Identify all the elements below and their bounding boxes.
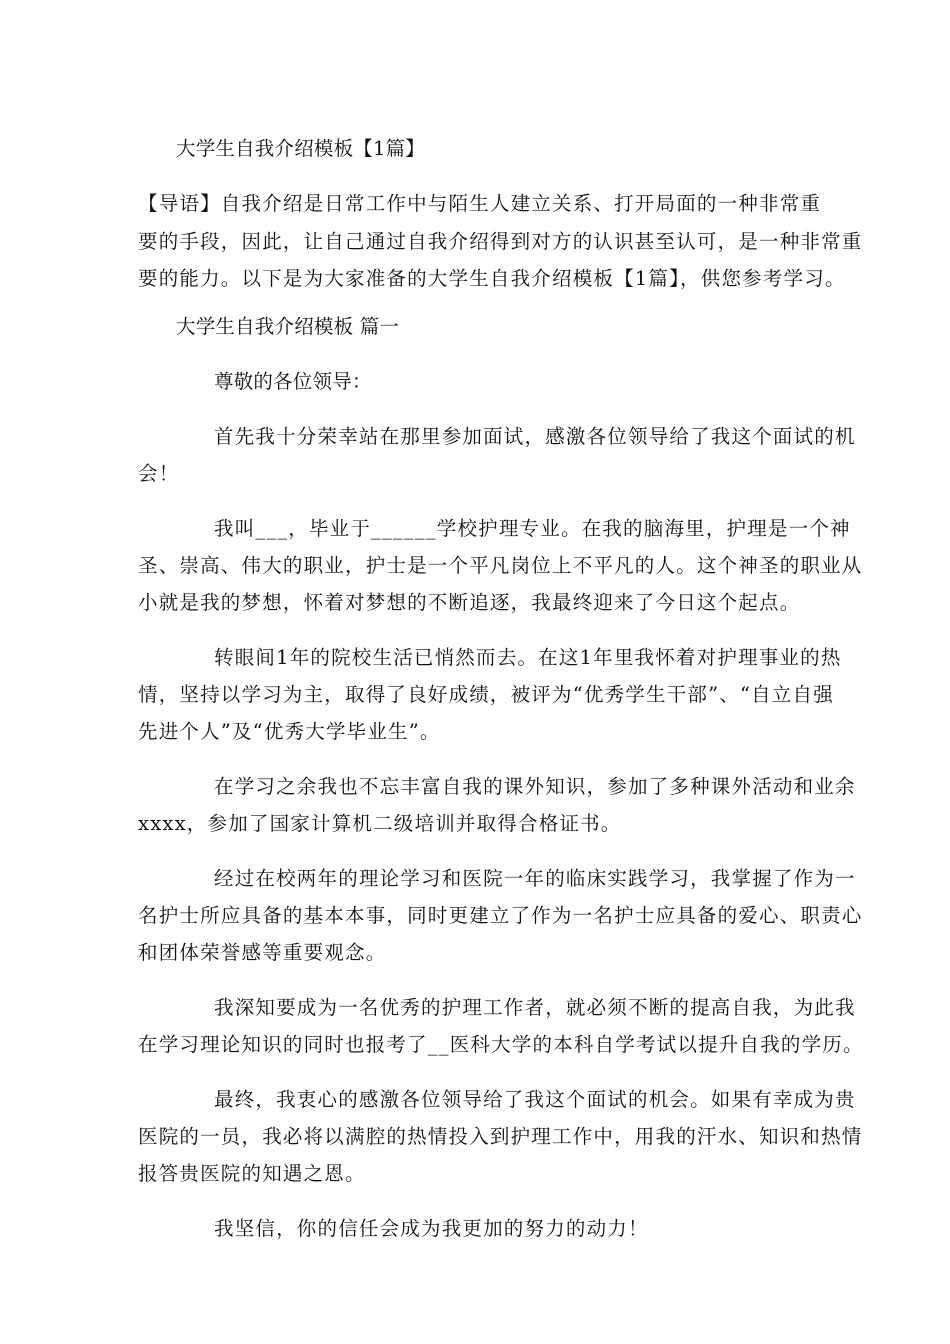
paragraph-line: 名护士所应具备的基本本事，同时更建立了作为一名护士应具备的爱心、职责心: [138, 904, 863, 927]
paragraph-line: 在学习理论知识的同时也报考了__医科大学的本科自学考试以提升自我的学历。: [138, 1033, 864, 1056]
paragraph-line: 转眼间1年的院校生活已悄然而去。在这1年里我怀着对护理事业的热: [214, 646, 842, 669]
document-title: 大学生自我介绍模板【1篇】: [176, 137, 426, 160]
paragraph-line: 最终，我衷心的感激各位领导给了我这个面试的机会。如果有幸成为贵: [214, 1088, 856, 1111]
paragraph-line: 我深知要成为一名优秀的护理工作者，就必须不断的提高自我，为此我: [214, 996, 856, 1019]
paragraph-line: 先进个人”及“优秀大学毕业生”。: [138, 720, 441, 743]
paragraph-line: 会！: [138, 462, 180, 485]
paragraph-line: 在学习之余我也不忘丰富自我的课外知识，参加了多种课外活动和业余: [214, 775, 856, 798]
paragraph-line: 报答贵医院的知遇之恩。: [138, 1162, 366, 1185]
paragraph-line: 圣、崇高、伟大的职业，护士是一个平凡岗位上不平凡的人。这个神圣的职业从: [138, 554, 863, 577]
paragraph-line: 和团体荣誉感等重要观念。: [138, 941, 387, 964]
paragraph-line: 小就是我的梦想，怀着对梦想的不断追逐，我最终迎来了今日这个起点。: [138, 591, 801, 614]
intro-line: 【导语】自我介绍是日常工作中与陌生人建立关系、打开局面的一种非常重: [138, 192, 822, 215]
paragraph-line: 我坚信，你的信任会成为我更加的努力的动力！: [214, 1217, 649, 1240]
intro-line: 要的手段，因此，让自己通过自我介绍得到对方的认识甚至认可，是一种非常重: [138, 230, 863, 253]
paragraph-line: 医院的一员，我必将以满腔的热情投入到护理工作中，用我的汗水、知识和热情: [138, 1125, 863, 1148]
section-title: 大学生自我介绍模板 篇一: [176, 315, 400, 338]
salutation: 尊敬的各位领导：: [214, 370, 372, 393]
paragraph-line: 情，坚持以学习为主，取得了良好成绩，被评为“优秀学生干部”、“自立自强: [138, 683, 834, 706]
paragraph-line: 我叫___，毕业于______学校护理专业。在我的脑海里，护理是一个神: [214, 517, 851, 540]
paragraph-line: 首先我十分荣幸站在那里参加面试，感激各位领导给了我这个面试的机: [214, 425, 856, 448]
paragraph-line: xxxx，参加了国家计算机二级培训并取得合格证书。: [138, 812, 622, 835]
paragraph-line: 经过在校两年的理论学习和医院一年的临床实践学习，我掌握了作为一: [214, 867, 856, 890]
intro-line: 要的能力。以下是为大家准备的大学生自我介绍模板【1篇】，供您参考学习。: [138, 267, 846, 290]
